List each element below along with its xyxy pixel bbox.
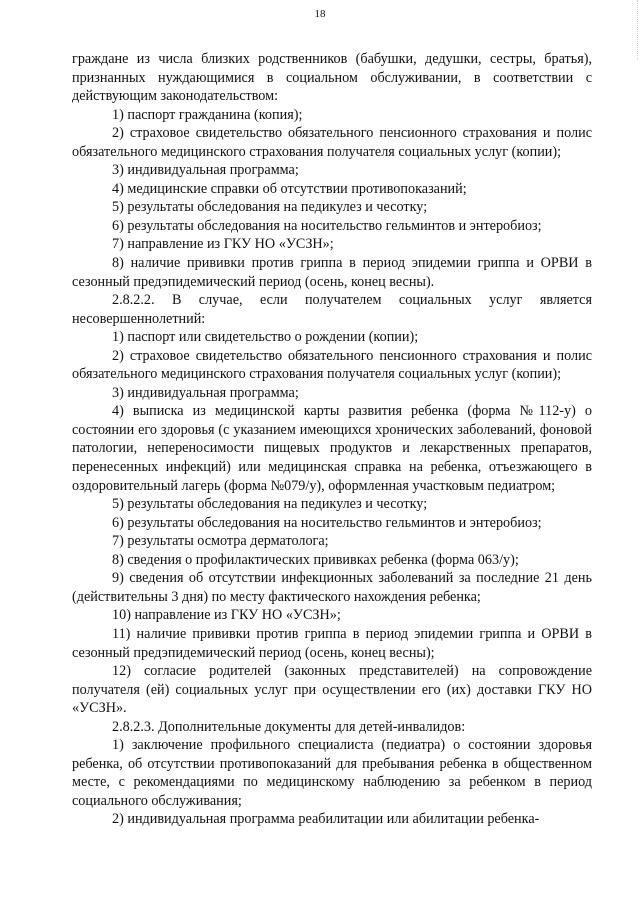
paragraph: 4) выписка из медицинской карты развития ребенка (форма №112-у) о состоянии его здоровья (с указанием имеющихся хронических заболеваний, фоновой патологии, непереносимости пищевых продуктов и лекарственных препаратов, перенесенных инфекций) или медицинская справка на ребенка, отъезжающего в оздоровительный лагерь (форма №079/у), оформленная участковым педиатром; [72,403,592,494]
paragraph: 8) сведения о профилактических прививках ребенка (форма 063/у); [112,551,519,568]
paragraph: 6) результаты обследования на носительство гельминтов и энтеробиоз; [112,514,542,531]
paragraph: 7) результаты осмотра дерматолога; [112,533,329,550]
paragraph: 2) страховое свидетельство обязательного пенсионного страхования и полис обязательного медицинского страхования получателя социальных услуг (копии); [72,125,592,160]
page-number: 18 [314,8,326,20]
paragraph: 1) паспорт гражданина (копия); [112,106,303,123]
paragraph: 5) результаты обследования на педикулез и чесотку; [112,496,428,513]
paragraph: 7) направление из ГКУ НО «УСЗН»; [112,236,334,253]
document-body [72,50,592,829]
paragraph: 3) индивидуальная программа; [112,384,299,401]
paragraph: 11) наличие прививки против гриппа в период эпидемии гриппа и ОРВИ в сезонный предэпидемический период (осень, конец весны); [72,625,592,661]
paragraph: 12) согласие родителей (законных представителей) на сопровождение получателя (ей) социальных услуг при осуществлении его (их) доставки ГКУ НО «УСЗН». [72,663,592,717]
paragraph: 9) сведения об отсутствии инфекционных заболеваний за последние 21 день (действительны 3 дня) по месту фактического нахождения ребенка; [72,570,592,605]
paragraph: граждане из числа близких родственников (бабушки, дедушки, сестры, братья), признанных нуждающимися в социальном обслуживании, в соответствии с действующим законодательством: [72,51,592,105]
paragraph: 1) паспорт или свидетельство о рождении (копии); [112,329,419,346]
paragraph: 2) страховое свидетельство обязательного пенсионного страхования и полис обязательного медицинского страхования получателя социальных услуг (копии); [72,347,592,383]
paragraph: 3) индивидуальная программа; [112,162,299,179]
paragraph: 2.8.2.2. В случае, если получателем социальных услуг является несовершеннолетний: [72,292,592,327]
paragraph: 10) направление из ГКУ НО «УСЗН»; [112,607,341,624]
paragraph: 8) наличие прививки против гриппа в период эпидемии гриппа и ОРВИ в сезонный предэпидемический период (осень, конец весны). [72,255,592,290]
paragraph: 2.8.2.3. Дополнительные документы для детей-инвалидов: [112,718,466,735]
paragraph: 6) результаты обследования на носительство гельминтов и энтеробиоз; [112,217,542,234]
paragraph: 1) заключение профильного специалиста (педиатра) о состоянии здоровья ребенка, об отсутствии противопоказаний для пребывания ребенка в общественном месте, с рекомендациями по медицинскому наблюдению за ребенком в период социального обслуживания; [72,737,592,809]
paragraph: 4) медицинские справки об отсутствии противопоказаний; [112,180,467,197]
paragraph: 5) результаты обследования на педикулез и чесотку; [112,199,428,216]
paragraph: 2) индивидуальная программа реабилитации или абилитации ребенка- [112,811,540,828]
